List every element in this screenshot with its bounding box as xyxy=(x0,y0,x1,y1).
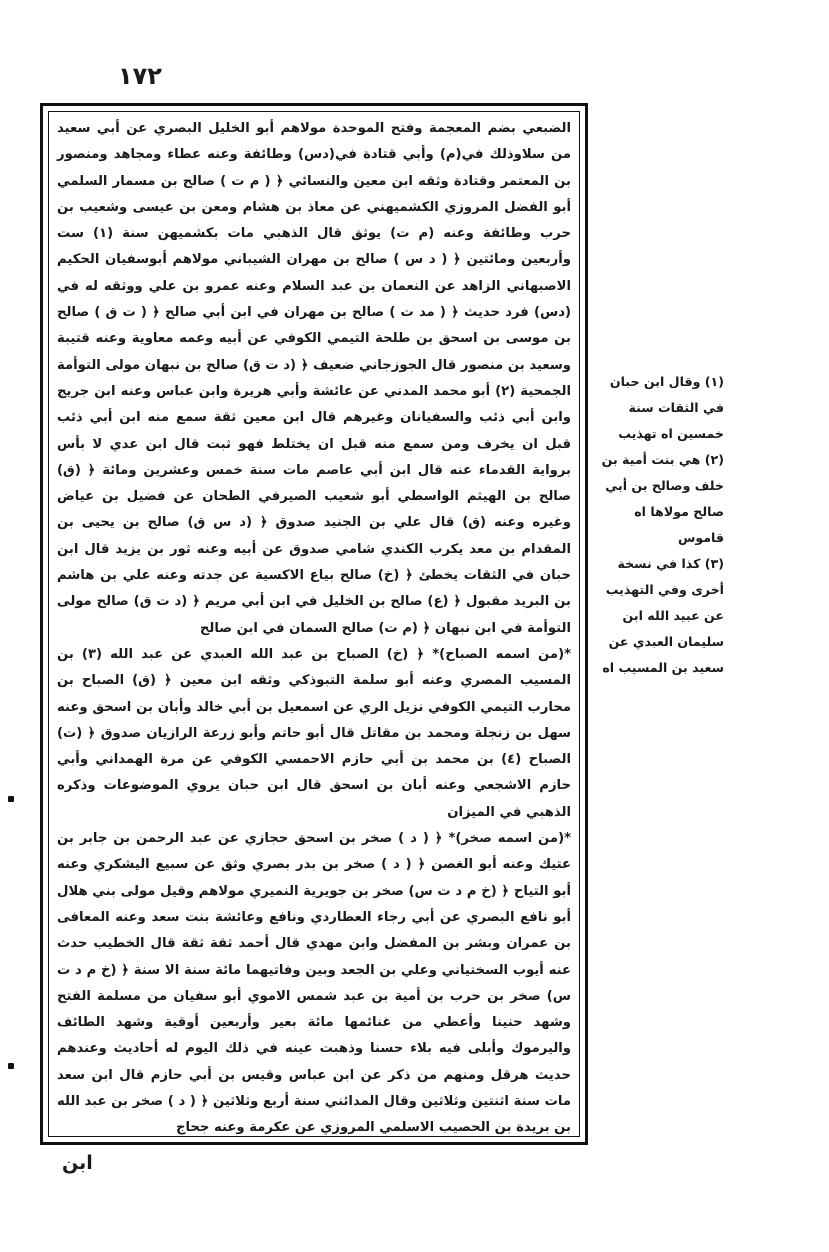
margin-mark xyxy=(8,796,14,802)
margin-footnotes xyxy=(596,369,724,681)
paragraph-sabbah-entries: *(من اسمه الصباح)* ﴿ (خ) الصباح بن عبد الله العبدي عن عبد الله (٣) بن المسيب المصري وعنه أبو سلمة التبوذكي وثقه ابن معين ﴿ (ق) الصباح بن محارب التيمي الكوفي نزيل الري عن اسمعيل بن أبي خالد وأبان بن اسحق وعنه سهل بن زنجلة ومحمد بن مقاتل قال أبو حاتم وأبو زرعة الرازيان صدوق ﴿ (ت) الصباح (٤) بن محمد بن أبي حازم الاحمسي الكوفي عن مرة الهمداني وأبي حازم الاشجعي وعنه أبان بن اسحق قال ابن حبان يروي الموضوعات وذكره الذهبي في الميزان xyxy=(57,646,572,820)
paragraph-sakhr-entries: *(من اسمه صخر)* ﴿ ( د ) صخر بن اسحق حجازي عن عبد الرحمن بن جابر بن عتيك وعنه أبو الغصن ﴿ ( د ) صخر بن بدر بصري وثق عن سبيع اليشكري وعنه أبو التياح ﴿ (خ م د ت س) صخر بن جويرية النميري مولاهم وقيل مولى بني هلال أبو نافع البصري عن أبي رجاء العطاردي ونافع وعائشة بنت سعد وعنه المعافى بن عمران وبشر بن المفضل وابن مهدي قال أحمد ثقة ثقة قال الخطيب حدث عنه أيوب السختياني وعلي بن الجعد وبين وفاتيهما مائة سنة الا سنة ﴿ (خ م د ت س) صخر بن حرب بن أمية بن عبد شمس الاموي أبو سفيان من مسلمة الفتح وشهد حنينا وأعطي من غنائمها مائة بعير وأربعين أوقية وشهد الطائف واليرموك وأبلى فيه بلاء حسنا وذهبت عينه في ذلك اليوم له أحاديث وعندهم حديث هرقل ومنهم من ذكر عن ابن عباس وقيس بن أبي حازم قال ابن سعد مات سنة اثنتين وثلاثين وقال المدائني سنة أربع وثلاثين ﴿ ( د ) صخر بن عبد الله بن بريدة بن الحصيب الاسلمي المروزي عن عكرمة وعنه جحاج xyxy=(57,831,571,1136)
catchword: ابن xyxy=(62,1152,93,1174)
footnote-2: (٢) هي بنت أمية بن خلف وصالح بن أبي صالح مولاها اه قاموس xyxy=(601,452,724,545)
page-number: ١٧٢ xyxy=(118,62,162,90)
margin-mark xyxy=(8,1063,14,1069)
footnote-3: (٣) كذا في نسخة أخرى وفي التهذيب عن عبيد الله ابن سليمان العبدي عن سعيد بن المسيب اه xyxy=(602,556,724,675)
footnote-1: (١) وقال ابن حبان في الثقات سنة خمسين اه تهذيب xyxy=(609,374,724,441)
main-text-body xyxy=(57,116,571,1137)
paragraph-salih-entries: الضبعي بضم المعجمة وفتح الموحدة مولاهم أبو الخليل البصري عن أبي سعيد من سلاوذلك في(م) وأبي قتادة في(دس) وطائفة وعنه عطاء ومجاهد ومنصور بن المعتمر وقتادة وثقه ابن معين والنسائي ﴿ ( م ت ) صالح بن مسمار السلمي أبو الفضل المروزي الكشميهني عن معاذ بن هشام ومعن بن عيسى وشعيب بن حرب وطائفة وعنه (م ت) يوثق قال الذهبي مات بكشميهن سنة (١) ست وأربعين ومائتين ﴿ ( د س ) صالح بن مهران الشيباني مولاهم أبوسفيان الحكيم الاصبهاني الزاهد عن النعمان بن عبد السلام وعنه عمرو بن علي ووثقه له في (دس) فرد حديث ﴿ ( مد ت ) صالح بن مهران في ابن أبي صالح ﴿ ( ت ق ) صالح بن موسى بن اسحق بن طلحة التيمي الكوفي عن أبيه وعمه معاوية وعنه قتيبة وسعيد بن منصور قال الجوزجاني ضعيف ﴿ (د ت ق) صالح بن نبهان مولى التوأمة الجمحية (٢) أبو محمد المدني عن عائشة وأبي هريرة وابن عباس وعنه ابن جريج وابن أبي ذئب والسفيانان وغيرهم قال ابن معين ثقة سمع منه ابن أبي ذئب قبل ان يخرف ومن سمع منه قبل ان يختلط فهو ثبت قال ابن عدي لا بأس برواية القدماء عنه قال ابن أبي عاصم مات سنة خمس وعشرين ومائة ﴿ (ق) صالح بن الهيثم الواسطي أبو شعيب الصيرفي الطحان عن فضيل بن عياض وغيره وعنه (ق) قال علي بن الجنيد صدوق ﴿ (د س ق) صالح بن يحيى بن المقدام بن معد يكرب الكندي شامي صدوق عن أبيه وعنه ثور بن يزيد قال ابن حبان في الثقات يخطئ ﴿ (خ) صالح بياع الاكسية عن جدته وعنه علي بن هاشم بن البريد مقبول ﴿ (ع) صالح بن الخليل في ابن أبي مريم ﴿ (د ت ق) صالح مولى التوأمة في ابن نبهان ﴿ (م ت) صالح السمان في ابن صالح xyxy=(57,121,571,636)
page-frame-inner xyxy=(48,111,580,1137)
